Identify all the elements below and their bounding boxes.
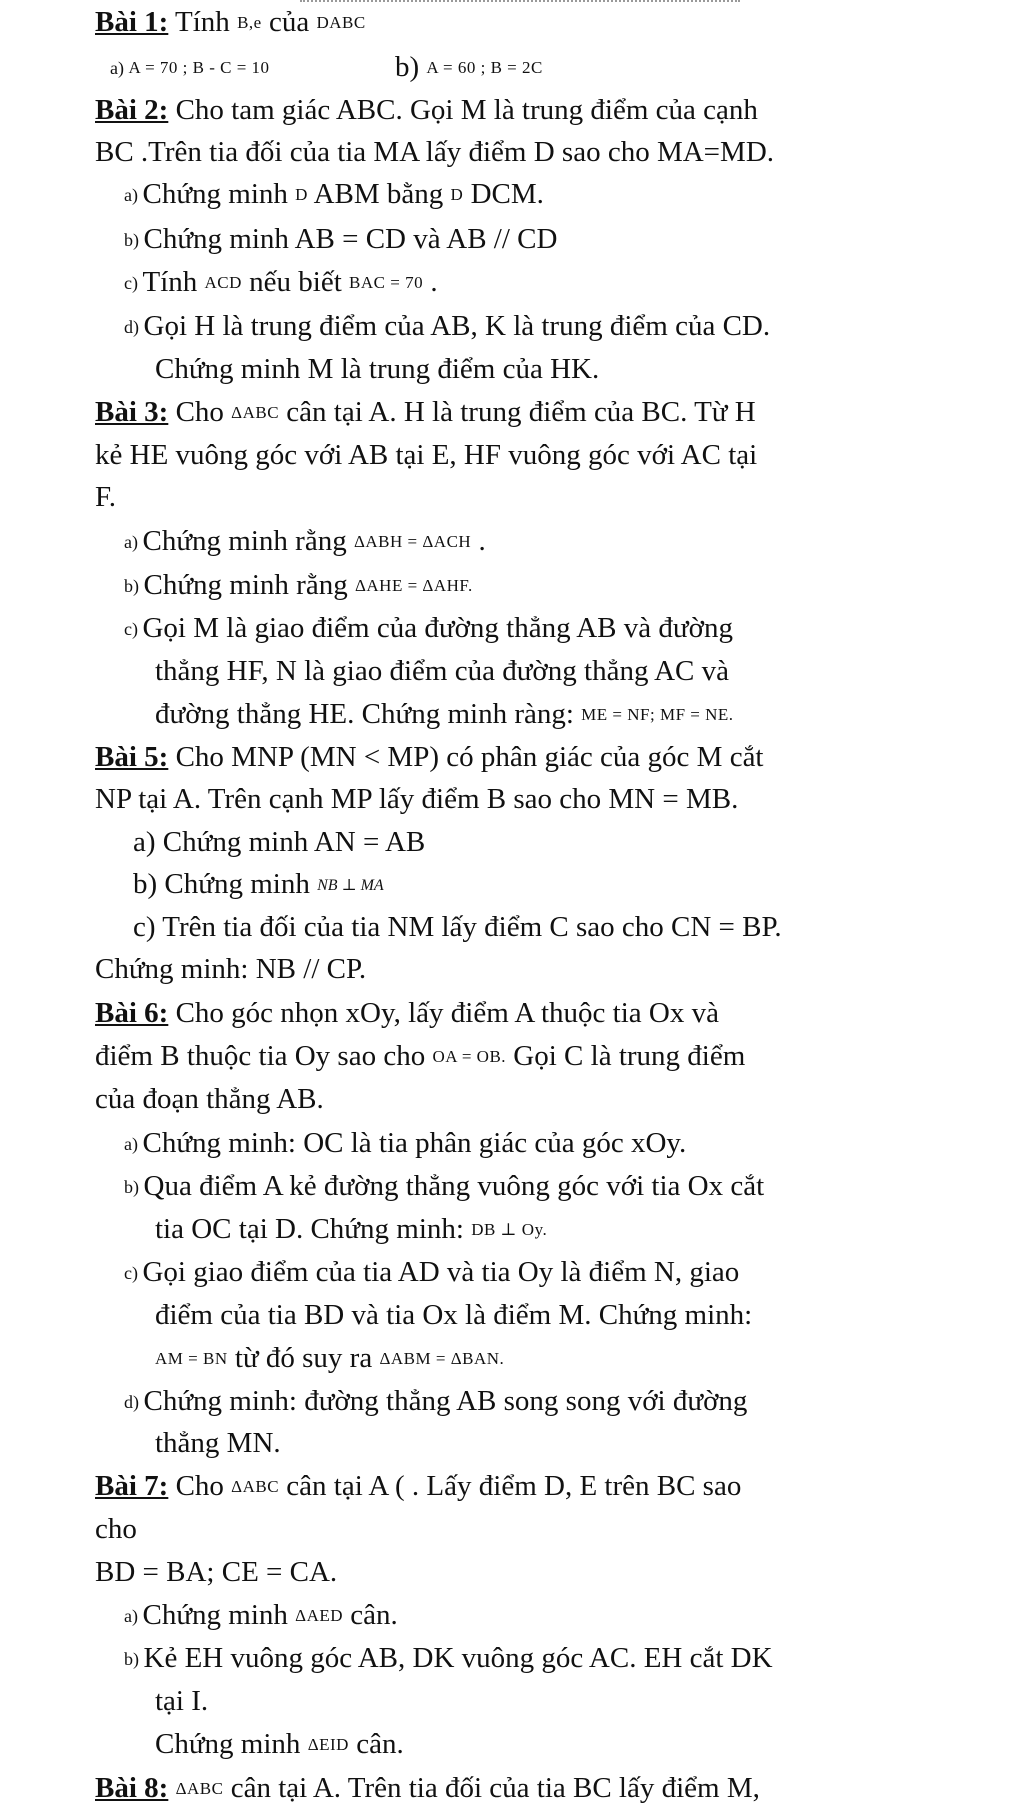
exercise-heading: Bài 6: [95,997,169,1029]
text-segment: của [261,6,317,38]
text-line-40 [155,1683,208,1719]
text-line-41 [155,1726,404,1763]
text-line-24 [95,995,719,1031]
text-line-3 [95,92,758,128]
math-segment: d) [124,1392,144,1412]
text-line-6 [124,221,557,258]
text-line-11 [95,437,757,473]
text-line-13 [124,523,486,560]
text-line-16 [155,653,729,689]
text-segment: của đoạn thẳng AB. [95,1083,324,1115]
math-segment: B,e [237,13,262,32]
math-segment: ΔAED [295,1606,344,1625]
math-segment: ΔABC [231,1477,280,1496]
text-segment: đường thẳng HE. Chứng minh ràng: [155,698,582,730]
math-segment: AM = BN [155,1349,228,1368]
math-segment: ΔABC [175,1779,224,1798]
math-segment: ΔABH = ΔACH [353,532,472,551]
text-line-8 [124,308,770,345]
exercise-heading: Bài 8: [95,1772,169,1804]
text-line-12 [95,479,116,515]
text-line-31 [155,1297,752,1333]
exercise-heading: Bài 3: [95,396,169,428]
math-segment: ACD [204,273,242,292]
text-segment: cân tại A. Trên tia đối của tia BC lấy điểm M, [223,1772,760,1804]
text-segment: BD = BA; CE = CA. [95,1556,338,1588]
math-segment: b) [124,1649,144,1669]
text-segment: DCM. [463,178,544,210]
text-line-5 [124,176,544,213]
text-segment: NP tại A. Trên cạnh MP lấy điểm B sao cho MN = MB. [95,783,739,815]
math-segment: D [295,185,308,204]
text-line-29 [155,1211,547,1248]
text-segment: b) Chứng minh [133,868,318,900]
text-line-39 [124,1640,773,1677]
text-segment: điểm của tia BD và tia Ox là điểm M. Chứng minh: [155,1299,753,1331]
text-segment: . [423,266,438,298]
text-segment: thẳng HF, N là giao điểm của đường thẳng AC và [155,655,729,687]
text-line-20 [133,824,425,860]
text-segment: cân. [343,1599,398,1631]
text-line-28 [124,1168,764,1205]
math-segment: ΔAHE = ΔAHF. [354,576,473,595]
text-segment: Chứng minh [142,178,296,210]
math-segment: a) [124,1134,143,1154]
text-segment: Chứng minh M là trung điểm của HK. [155,353,600,385]
text-line-37 [95,1554,337,1590]
text-segment: Chứng minh: NB // CP. [95,953,367,985]
text-line-4 [95,134,774,170]
math-segment: A = 70 ; B - C = 10 [128,58,270,77]
text-segment: Tính [142,266,205,298]
exercise-heading: Bài 7: [95,1470,169,1502]
text-segment: Gọi giao điểm của tia AD và tia Oy là điểm N, giao [142,1256,740,1288]
text-line-26 [95,1081,324,1117]
text-line-23 [95,951,366,987]
math-segment: BAC = 70 [349,273,424,292]
text-line-14 [124,567,473,604]
text-segment: Gọi M là giao điểm của đường thẳng AB và đường [142,612,733,644]
math-segment: A = 60 ; B = 2C [426,58,543,77]
text-segment: cân. [348,1728,404,1760]
text-line-25 [95,1038,745,1075]
text-line-35 [95,1468,741,1505]
text-line-18 [95,739,764,775]
text-segment: Chứng minh [155,1728,308,1760]
math-segment: ΔABM = ΔBAN. [379,1349,505,1368]
text-line-1 [95,4,366,41]
exercise-heading: Bài 1: [95,6,169,38]
text-line-27 [124,1125,686,1162]
text-segment: Gọi C là trung điểm [506,1040,746,1072]
text-segment: tia OC tại D. Chứng minh: [155,1213,472,1245]
text-segment: BC .Trên tia đối của tia MA lấy điểm D sao cho MA=MD. [95,136,775,168]
text-segment: Chứng minh: OC là tia phân giác của góc xOy. [142,1127,687,1159]
cropped-top-edge [300,0,740,8]
math-segment: ME = NF; MF = NE. [581,705,734,724]
math-segment: c) [124,619,143,639]
text-segment: a) Chứng minh AN = AB [133,826,426,858]
text-segment: tại I. [155,1685,209,1717]
math-segment: DABC [316,13,366,32]
math-segment: a) [124,532,143,552]
text-segment: cân tại A. H là trung điểm của BC. Từ H [279,396,756,428]
text-segment: thẳng MN. [155,1427,281,1459]
text-segment: . [471,525,486,557]
text-segment: Cho [168,1470,232,1502]
text-line-36 [95,1511,137,1547]
text-segment: b) [395,51,427,83]
text-segment: Qua điểm A kẻ đường thẳng vuông góc với tia Ox cắt [143,1170,765,1202]
math-segment: a) [110,58,129,78]
math-segment: d) [124,317,144,337]
text-line-38 [124,1597,398,1634]
text-line-2 [110,49,543,86]
part-b [395,49,543,86]
text-line-42 [95,1770,760,1807]
math-segment: ΔABC [231,403,280,422]
text-line-30 [124,1254,739,1291]
text-line-19 [95,781,738,817]
math-segment: b) [124,576,144,596]
math-segment: c) [124,1263,143,1283]
text-line-32 [155,1340,504,1377]
math-segment: ΔEID [307,1735,349,1754]
text-segment: Tính [168,6,238,38]
text-segment: cho [95,1513,137,1545]
text-line-21 [133,866,384,904]
text-segment: F. [95,481,117,513]
math-segment: D [450,185,464,204]
math-segment: b) [124,1177,144,1197]
math-segment: c) [124,273,143,293]
text-segment: cân tại A ( . Lấy điểm D, E trên BC sao [279,1470,742,1502]
text-segment [168,1772,175,1804]
math-segment: b) [124,230,144,250]
text-line-33 [124,1383,747,1420]
exercise-heading: Bài 5: [95,741,169,773]
text-segment: điểm B thuộc tia Oy sao cho [95,1040,433,1072]
text-segment: Chứng minh: đường thẳng AB song song với đường [143,1385,748,1417]
text-line-17 [155,696,734,733]
text-segment: Chứng minh [142,1599,296,1631]
text-segment: Cho MNP (MN < MP) có phân giác của góc M cắt [168,741,764,773]
text-line-7 [124,264,438,301]
text-line-22 [133,909,782,945]
math-segment: DB ⊥ Oy. [471,1220,548,1239]
text-segment: Kẻ EH vuông góc AB, DK vuông góc AC. EH cắt DK [143,1642,773,1674]
text-segment: Cho góc nhọn xOy, lấy điểm A thuộc tia Ox và [168,997,719,1029]
text-segment: Cho tam giác ABC. Gọi M là trung điểm của cạnh [168,94,758,126]
math-segment: OA = OB. [432,1047,507,1066]
text-segment: nếu biết [241,266,350,298]
text-segment: Chứng minh AB = CD và AB // CD [143,223,558,255]
text-segment: ABM bằng [307,178,451,210]
text-segment: kẻ HE vuông góc với AB tại E, HF vuông góc với AC tại [95,439,758,471]
text-line-15 [124,610,733,647]
exercise-heading: Bài 2: [95,94,169,126]
text-line-10 [95,394,756,431]
text-segment: c) Trên tia đối của tia NM lấy điểm C sao cho CN = BP. [133,911,782,943]
math-segment: NB ⊥ MA [317,877,384,894]
text-line-9 [155,351,599,387]
text-segment: từ đó suy ra [227,1342,380,1374]
math-segment: a) [124,1606,143,1626]
text-segment: Chứng minh rằng [142,525,354,557]
math-segment: a) [124,185,143,205]
text-segment: Cho [168,396,232,428]
text-segment: Chứng minh rằng [143,569,355,601]
text-line-34 [155,1425,281,1461]
text-segment: Gọi H là trung điểm của AB, K là trung điểm của CD. [143,310,771,342]
